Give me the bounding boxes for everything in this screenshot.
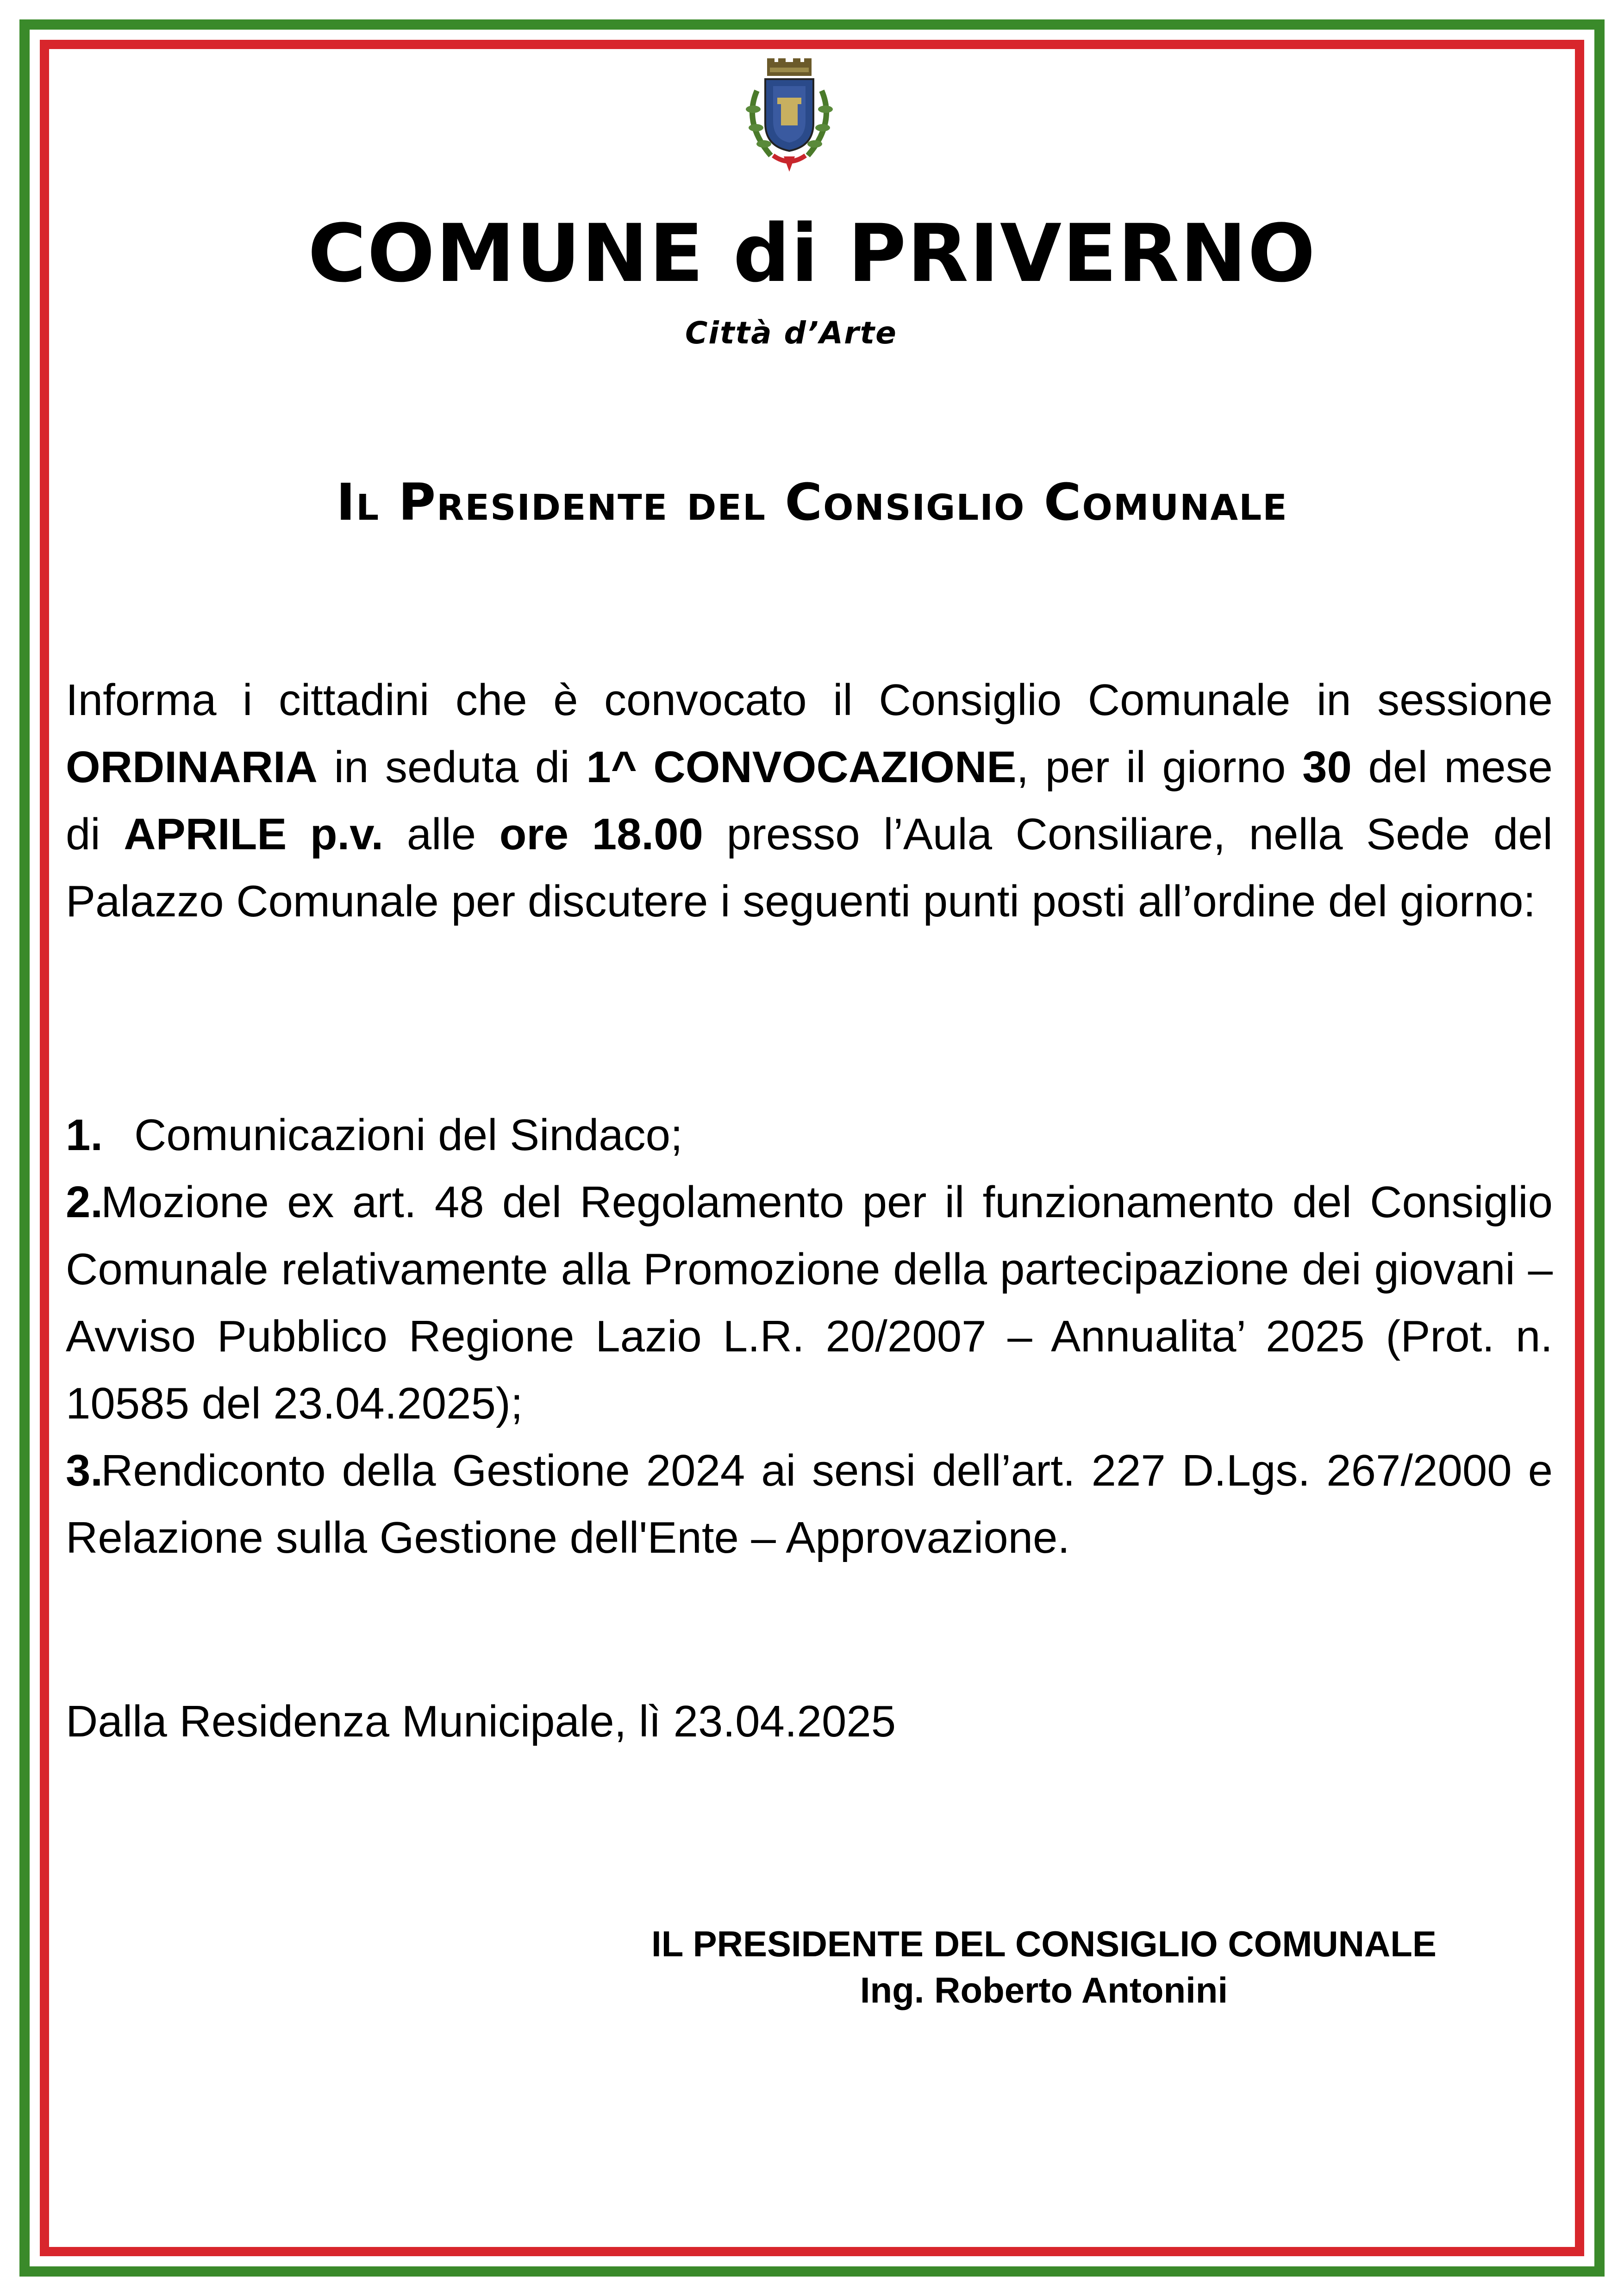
intro-text: , per il giorno: [1016, 742, 1303, 792]
agenda-item: [66, 1437, 1553, 1571]
agenda-item-text: Comunicazioni del Sindaco;: [134, 1110, 683, 1160]
agenda-item-number: 2.: [66, 1177, 103, 1227]
signature-role: IL PRESIDENTE DEL CONSIGLIO COMUNALE: [651, 1923, 1437, 1964]
page-title: COMUNE di PRIVERNO: [307, 207, 1317, 300]
agenda-item-number: 3.: [66, 1446, 103, 1495]
signature-name: Ing. Roberto Antonini: [860, 1970, 1228, 2010]
section-heading: Il Presidente del Consiglio Comunale: [336, 473, 1288, 532]
place-and-date: Dalla Residenza Municipale, lì 23.04.2025: [66, 1697, 896, 1746]
convocation-number: 1^ CONVOCAZIONE: [586, 742, 1017, 792]
agenda-item-text: Mozione ex art. 48 del Regolamento per il funzionamento del Consiglio Comunale relativamente alla Promozione della partecipazione dei giovani – Avviso Pubblico Regione Lazio L.R. 20/2007 – Annualita’ 2025 (Prot. n. 10585 del 23.04.2025);: [66, 1177, 1553, 1428]
meeting-day: 30: [1302, 742, 1352, 792]
agenda-item: [66, 1169, 1553, 1437]
intro-text: presso l’Aula Consiliare, nella Sede del Palazzo Comunale per discutere i seguenti punti posti all’ordine del giorno:: [66, 809, 1553, 926]
intro-paragraph: [66, 666, 1553, 935]
meeting-time: ore 18.00: [499, 809, 703, 859]
intro-text: alle: [383, 809, 500, 859]
municipal-coat-of-arms-icon: [729, 58, 849, 174]
intro-text: Informa i cittadini che è convocato il Consiglio Comunale in sessione: [66, 675, 1553, 725]
session-type: ORDINARIA: [66, 742, 318, 792]
intro-text: in seduta di: [317, 742, 587, 792]
agenda-item-number: 1.: [66, 1110, 103, 1160]
intro-text: del mese di: [66, 742, 1553, 859]
meeting-month: APRILE p.v.: [124, 809, 384, 859]
agenda-item: [66, 1101, 1553, 1169]
agenda-item-text: Rendiconto della Gestione 2024 ai sensi dell’art. 227 D.Lgs. 267/2000 e Relazione sulla Gestione dell'Ente – Approvazione.: [66, 1446, 1553, 1562]
page-subtitle: Città d’Arte: [685, 315, 897, 351]
agenda-list: [66, 1101, 1553, 1571]
